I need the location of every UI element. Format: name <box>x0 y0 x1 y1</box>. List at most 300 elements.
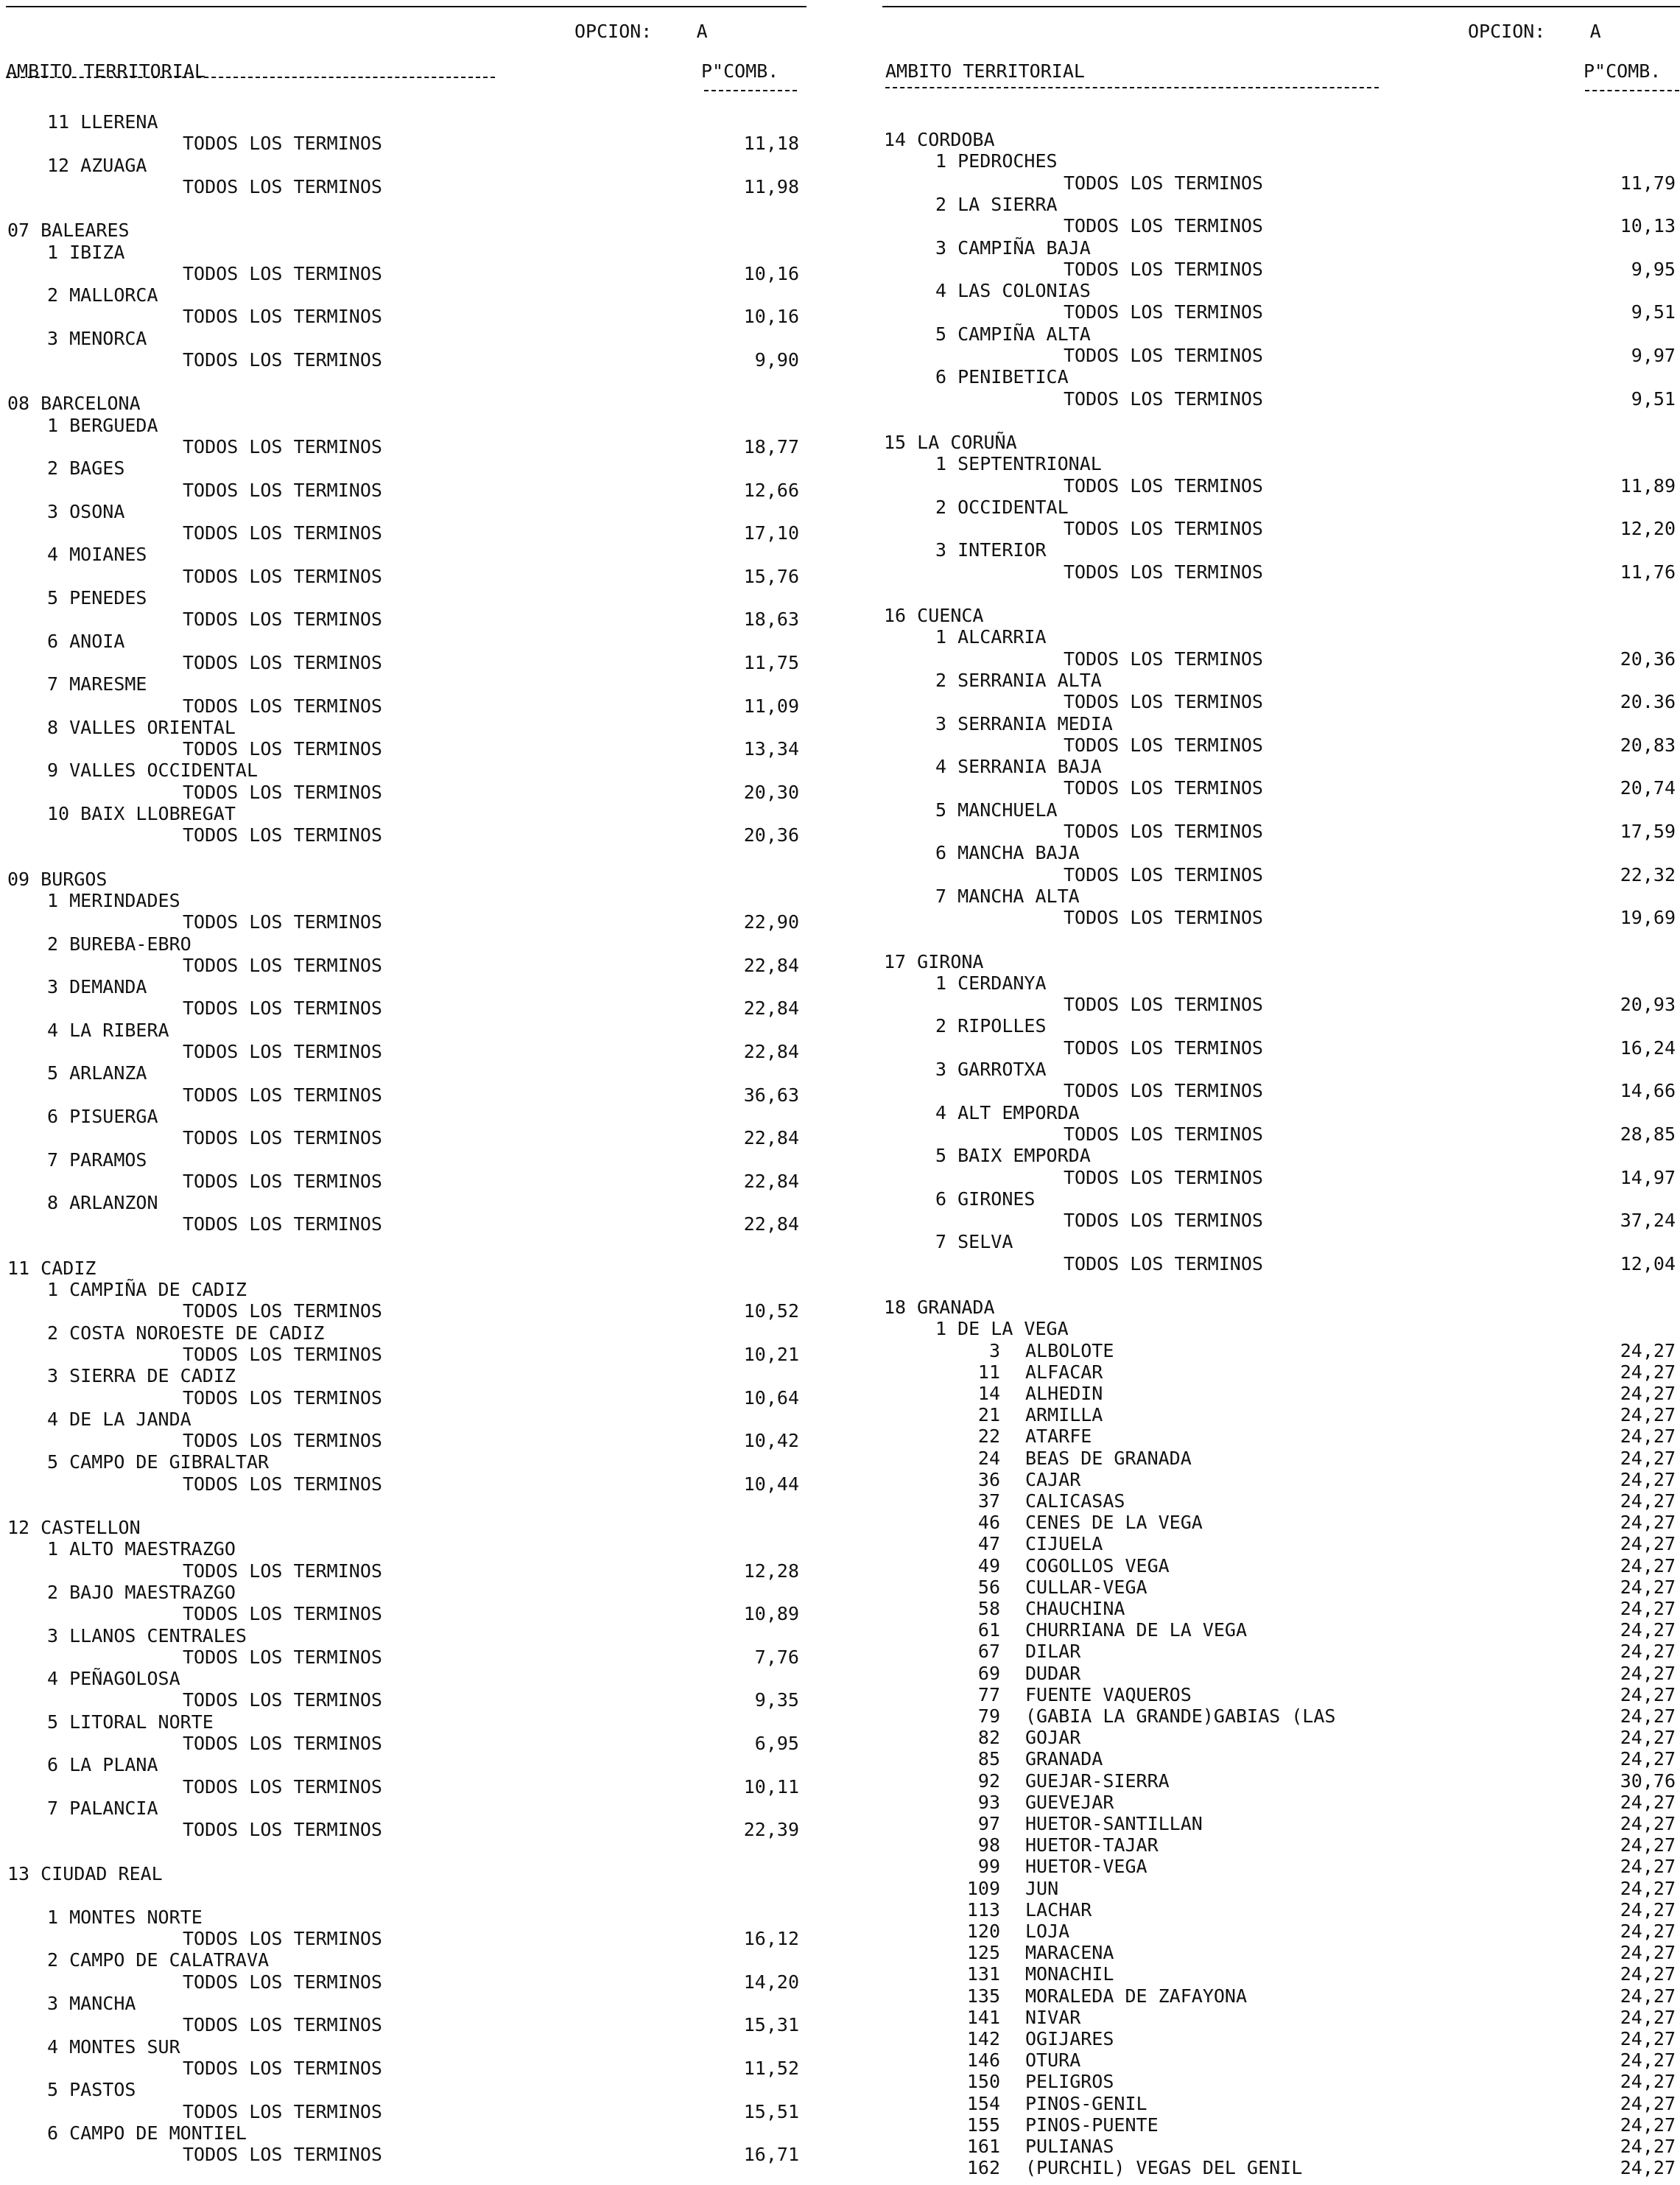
termino-row: TODOS LOS TERMINOS <box>183 1733 382 1754</box>
municipio-code: 161 <box>966 2136 1000 2157</box>
pcomb-value: 15,51 <box>743 2100 799 2122</box>
comarca-code: 7 <box>47 673 59 695</box>
pcomb-value: 24,27 <box>1620 1662 1676 1684</box>
termino-row: TODOS LOS TERMINOS <box>183 738 382 760</box>
municipio-row <box>927 2007 1080 2028</box>
municipio-name: LOJA <box>1025 1921 1070 1942</box>
termino-row: TODOS LOS TERMINOS <box>1064 518 1263 540</box>
province-name: CIUDAD REAL <box>41 1862 163 1884</box>
municipio-code: 61 <box>977 1619 1000 1641</box>
comarca-code: 4 <box>47 544 59 566</box>
pcomb-value: 24,27 <box>1620 1834 1676 1856</box>
termino-row: TODOS LOS TERMINOS <box>183 997 382 1020</box>
termino-row: TODOS LOS TERMINOS <box>1064 691 1263 713</box>
province-code: 11 <box>7 1257 30 1279</box>
municipio-name: CHAUCHINA <box>1025 1598 1125 1619</box>
comarca-name: SIERRA DE CADIZ <box>69 1365 236 1387</box>
municipio-row <box>927 1856 1147 1877</box>
comarca-heading <box>935 1146 1091 1166</box>
municipio-name: MARACENA <box>1025 1942 1114 1964</box>
pcomb-value: 14,66 <box>1620 1080 1676 1102</box>
comarca-name: SELVA <box>957 1231 1013 1253</box>
comarca-heading <box>47 1366 236 1386</box>
pcomb-value: 10,13 <box>1620 215 1676 237</box>
municipio-name: CAJAR <box>1025 1468 1081 1490</box>
province-heading <box>884 1297 995 1318</box>
comarca-code: 2 <box>47 457 59 480</box>
municipio-row <box>927 2158 1302 2178</box>
municipio-code: 155 <box>966 2114 1000 2136</box>
comarca-name: BUREBA-EBRO <box>69 933 191 955</box>
comarca-code: 1 <box>935 150 947 172</box>
municipio-name: DILAR <box>1025 1641 1081 1663</box>
municipio-row <box>927 2072 1114 2092</box>
comarca-heading <box>935 800 1058 821</box>
comarca-code: 10 <box>47 803 70 824</box>
municipio-name: JUN <box>1025 1877 1059 1899</box>
municipio-code: 47 <box>977 1533 1000 1555</box>
municipio-code: 93 <box>977 1791 1000 1813</box>
municipio-row <box>927 1534 1103 1554</box>
municipio-row <box>927 1341 1114 1361</box>
municipio-row <box>927 1491 1125 1512</box>
pcomb-value: 24,27 <box>1620 2071 1676 2093</box>
municipio-row <box>927 1814 1203 1834</box>
pcomb-value: 18,63 <box>743 608 799 631</box>
comarca-heading <box>47 1993 136 2014</box>
pcomb-value: 22,84 <box>743 997 799 1020</box>
pcomb-value: 15,76 <box>743 565 799 587</box>
municipio-name: BEAS DE GRANADA <box>1025 1447 1192 1469</box>
province-code: 09 <box>7 868 30 890</box>
pcomb-value: 10,64 <box>743 1386 799 1409</box>
opcion-value: A <box>696 21 708 42</box>
comarca-heading <box>47 674 147 695</box>
province-name: GIRONA <box>917 950 984 972</box>
comarca-heading <box>935 843 1080 863</box>
termino-row: TODOS LOS TERMINOS <box>1064 648 1263 670</box>
ambito-underline <box>885 87 1379 88</box>
termino-row: TODOS LOS TERMINOS <box>183 1084 382 1106</box>
municipio-row <box>927 1641 1080 1662</box>
comarca-heading <box>47 544 147 565</box>
municipio-code: 125 <box>966 1942 1000 1964</box>
comarca-code: 2 <box>47 933 59 955</box>
municipio-row <box>927 1792 1114 1813</box>
province-heading <box>884 432 1017 453</box>
pcomb-value: 28,85 <box>1620 1123 1676 1145</box>
comarca-code: 1 <box>47 414 59 436</box>
comarca-heading <box>47 329 147 349</box>
comarca-heading <box>47 1020 169 1041</box>
municipio-name: GUEVEJAR <box>1025 1791 1114 1813</box>
province-heading <box>7 1518 141 1538</box>
pcomb-value: 9,97 <box>1631 345 1676 366</box>
municipio-row <box>927 1556 1170 1577</box>
termino-row: TODOS LOS TERMINOS <box>1064 1123 1263 1145</box>
pcomb-value: 11,75 <box>743 651 799 673</box>
municipio-code: 37 <box>977 1490 1000 1512</box>
municipio-code: 36 <box>977 1468 1000 1490</box>
pcomb-value: 24,27 <box>1620 1490 1676 1512</box>
comarca-name: PENEDES <box>69 587 147 608</box>
comarca-heading <box>47 242 124 263</box>
comarca-name: MARESME <box>69 673 147 695</box>
comarca-heading <box>47 1712 214 1733</box>
comarca-heading <box>47 1106 158 1127</box>
comarca-name: ALCARRIA <box>957 626 1047 648</box>
pcomb-value: 13,34 <box>743 738 799 760</box>
pcomb-value: 12,04 <box>1620 1252 1676 1274</box>
termino-row: TODOS LOS TERMINOS <box>183 1127 382 1149</box>
municipio-code: 113 <box>966 1898 1000 1921</box>
pcomb-value: 24,27 <box>1620 2049 1676 2072</box>
municipio-code: 92 <box>977 1770 1000 1792</box>
comarca-name: MANCHA BAJA <box>957 842 1080 864</box>
pcomb-value: 36,63 <box>743 1084 799 1106</box>
comarca-name: GARROTXA <box>957 1059 1047 1080</box>
pcomb-value: 11,09 <box>743 695 799 717</box>
municipio-name: PULIANAS <box>1025 2136 1114 2157</box>
comarca-code: 7 <box>935 1231 947 1253</box>
comarca-name: LA PLANA <box>69 1754 158 1776</box>
comarca-code: 6 <box>935 842 947 864</box>
comarca-code: 2 <box>47 284 59 306</box>
termino-row: TODOS LOS TERMINOS <box>1064 474 1263 497</box>
province-name: CADIZ <box>41 1257 96 1279</box>
comarca-code: 5 <box>47 1451 59 1473</box>
comarca-heading <box>47 1669 180 1689</box>
comarca-heading <box>47 155 147 176</box>
top-rule <box>6 6 806 7</box>
pcomb-value: 24,27 <box>1620 1813 1676 1834</box>
municipio-row <box>927 1728 1080 1748</box>
comarca-name: CAMPO DE MONTIEL <box>69 2122 247 2144</box>
termino-row: TODOS LOS TERMINOS <box>183 565 382 587</box>
termino-row: TODOS LOS TERMINOS <box>183 1819 382 1841</box>
municipio-code: 67 <box>977 1641 1000 1663</box>
municipio-name: HUETOR-VEGA <box>1025 1856 1147 1878</box>
province-code: 15 <box>884 431 907 453</box>
pcomb-value: 10,52 <box>743 1300 799 1322</box>
comarca-name: CAMPO DE GIBRALTAR <box>69 1451 270 1473</box>
comarca-heading <box>47 1755 158 1775</box>
pcomb-value: 20,36 <box>1620 648 1676 670</box>
comarca-name: DE LA VEGA <box>957 1318 1069 1340</box>
pcomb-value: 24,27 <box>1620 1705 1676 1727</box>
comarca-heading <box>47 1063 147 1084</box>
pcomb-header: P"COMB. <box>701 60 779 82</box>
comarca-code: 3 <box>47 1624 59 1646</box>
province-code: 18 <box>884 1297 907 1318</box>
comarca-code: 1 <box>47 1906 59 1928</box>
municipio-code: 3 <box>988 1339 1000 1361</box>
termino-row: TODOS LOS TERMINOS <box>183 2100 382 2122</box>
province-code: 08 <box>7 393 30 415</box>
termino-row: TODOS LOS TERMINOS <box>1064 907 1263 929</box>
pcomb-value: 6,95 <box>754 1733 799 1754</box>
comarca-heading <box>935 367 1069 387</box>
comarca-name: PISUERGA <box>69 1105 158 1127</box>
comarca-code: 5 <box>935 799 947 821</box>
municipio-code: 109 <box>966 1877 1000 1899</box>
comarca-code: 3 <box>935 1059 947 1080</box>
pcomb-value: 10,42 <box>743 1430 799 1452</box>
municipio-code: 56 <box>977 1576 1000 1598</box>
pcomb-value: 22,84 <box>743 1041 799 1062</box>
municipio-name: GRANADA <box>1025 1748 1103 1770</box>
pcomb-value: 9,95 <box>1631 258 1676 280</box>
opcion-value: A <box>1589 21 1601 42</box>
pcomb-value: 17,10 <box>743 522 799 544</box>
pcomb-value: 24,27 <box>1620 1361 1676 1383</box>
comarca-code: 2 <box>47 1581 59 1603</box>
comarca-name: BAIX EMPORDA <box>957 1145 1091 1167</box>
comarca-heading <box>935 454 1102 474</box>
comarca-heading <box>935 714 1113 734</box>
comarca-name: PEÑAGOLOSA <box>69 1668 180 1690</box>
municipio-name: HUETOR-SANTILLAN <box>1025 1813 1203 1834</box>
municipio-row <box>927 1470 1080 1490</box>
comarca-name: ANOIA <box>69 630 125 652</box>
termino-row: TODOS LOS TERMINOS <box>183 1560 382 1582</box>
right-column <box>882 0 1680 2185</box>
municipio-name: (PURCHIL) VEGAS DEL GENIL <box>1025 2157 1303 2179</box>
termino-row: TODOS LOS TERMINOS <box>183 2014 382 2036</box>
municipio-name: CIJUELA <box>1025 1533 1103 1555</box>
comarca-name: MONTES SUR <box>69 2035 180 2058</box>
comarca-name: BAGES <box>69 457 125 480</box>
municipio-code: 141 <box>966 2006 1000 2028</box>
comarca-heading <box>935 540 1047 561</box>
termino-row: TODOS LOS TERMINOS <box>183 306 382 328</box>
comarca-name: PEDROCHES <box>957 150 1058 172</box>
pcomb-value: 7,76 <box>754 1646 799 1668</box>
pcomb-value: 24,27 <box>1620 1898 1676 1921</box>
municipio-code: 146 <box>966 2049 1000 2072</box>
municipio-code: 21 <box>977 1404 1000 1426</box>
comarca-heading <box>47 1950 269 1971</box>
comarca-name: MOIANES <box>69 544 147 566</box>
municipio-row <box>927 1921 1069 1942</box>
comarca-name: ALTO MAESTRAZGO <box>69 1538 236 1560</box>
comarca-code: 3 <box>935 712 947 734</box>
comarca-name: ARLANZA <box>69 1062 147 1084</box>
comarca-code: 2 <box>935 669 947 691</box>
pcomb-value: 24,27 <box>1620 2157 1676 2179</box>
pcomb-value: 22,32 <box>1620 863 1676 885</box>
termino-row: TODOS LOS TERMINOS <box>183 651 382 673</box>
province-heading <box>7 393 141 414</box>
municipio-row <box>927 1706 1335 1727</box>
comarca-code: 4 <box>935 756 947 778</box>
termino-row: TODOS LOS TERMINOS <box>183 781 382 803</box>
comarca-code: 3 <box>47 1365 59 1387</box>
comarca-name: MERINDADES <box>69 889 180 911</box>
pcomb-value: 10,11 <box>743 1775 799 1798</box>
termino-row: TODOS LOS TERMINOS <box>1064 561 1263 583</box>
comarca-heading <box>935 1016 1047 1037</box>
municipio-row <box>927 1749 1103 1770</box>
termino-row: TODOS LOS TERMINOS <box>183 1343 382 1365</box>
comarca-name: SERRANIA BAJA <box>957 756 1102 778</box>
comarca-code: 2 <box>935 496 947 518</box>
pcomb-value: 16,24 <box>1620 1037 1676 1059</box>
opcion-header <box>574 21 708 42</box>
municipio-row <box>927 1663 1080 1684</box>
comarca-code: 6 <box>47 2122 59 2144</box>
comarca-name: MANCHA <box>69 1993 136 2014</box>
comarca-name: SERRANIA ALTA <box>957 669 1102 691</box>
opcion-label: OPCION: <box>574 21 653 42</box>
pcomb-value: 11,76 <box>1620 561 1676 583</box>
comarca-code: 3 <box>47 327 59 349</box>
comarca-code: 5 <box>47 587 59 608</box>
comarca-heading <box>47 631 124 652</box>
municipio-code: 82 <box>977 1727 1000 1749</box>
province-code: 13 <box>7 1862 30 1884</box>
municipio-name: CULLAR-VEGA <box>1025 1576 1147 1598</box>
province-name: BARCELONA <box>41 393 141 415</box>
pcomb-value: 24,27 <box>1620 1942 1676 1964</box>
comarca-heading <box>47 502 124 522</box>
comarca-name: PARAMOS <box>69 1148 147 1171</box>
comarca-name: DE LA JANDA <box>69 1408 191 1430</box>
comarca-heading <box>935 324 1091 345</box>
comarca-code: 1 <box>47 241 59 263</box>
comarca-heading <box>47 934 191 955</box>
termino-row: TODOS LOS TERMINOS <box>183 695 382 717</box>
comarca-name: AZUAGA <box>80 154 147 176</box>
municipio-name: DUDAR <box>1025 1662 1081 1684</box>
pcomb-value: 24,27 <box>1620 1963 1676 1985</box>
termino-row: TODOS LOS TERMINOS <box>1064 821 1263 842</box>
pcomb-value: 24,27 <box>1620 1985 1676 2007</box>
comarca-code: 6 <box>935 1188 947 1210</box>
municipio-name: MORALEDA DE ZAFAYONA <box>1025 1985 1248 2007</box>
comarca-name: INTERIOR <box>957 539 1047 561</box>
municipio-row <box>927 1426 1092 1447</box>
comarca-heading <box>935 627 1047 648</box>
comarca-heading <box>47 1323 324 1344</box>
pcomb-value: 24,27 <box>1620 1468 1676 1490</box>
pcomb-value: 11,52 <box>743 2057 799 2079</box>
pcomb-value: 12,20 <box>1620 518 1676 540</box>
pcomb-value: 15,31 <box>743 2014 799 2036</box>
comarca-heading <box>935 194 1058 215</box>
comarca-code: 6 <box>47 630 59 652</box>
comarca-name: LA RIBERA <box>69 1019 169 1041</box>
comarca-heading <box>47 760 258 781</box>
pcomb-value: 20,93 <box>1620 994 1676 1016</box>
pcomb-value: 16,71 <box>743 2144 799 2166</box>
comarca-heading <box>935 973 1047 994</box>
province-code: 12 <box>7 1517 30 1538</box>
pcomb-value: 24,27 <box>1620 2092 1676 2114</box>
pcomb-value: 37,24 <box>1620 1210 1676 1232</box>
municipio-row <box>927 1599 1125 1619</box>
comarca-name: LLERENA <box>80 111 158 133</box>
comarca-heading <box>935 151 1058 172</box>
comarca-code: 1 <box>47 1538 59 1560</box>
ambito-header: AMBITO TERRITORIAL <box>6 60 205 82</box>
comarca-name: BERGUEDA <box>69 414 158 436</box>
termino-row: TODOS LOS TERMINOS <box>183 1213 382 1235</box>
pcomb-value: 20,36 <box>743 824 799 846</box>
comarca-name: CERDANYA <box>957 972 1047 994</box>
municipio-name: GUEJAR-SIERRA <box>1025 1770 1170 1792</box>
pcomb-value: 24,27 <box>1620 1856 1676 1878</box>
municipio-code: 24 <box>977 1447 1000 1469</box>
termino-row: TODOS LOS TERMINOS <box>183 1603 382 1625</box>
comarca-heading <box>47 1193 158 1213</box>
comarca-heading <box>47 977 147 997</box>
comarca-name: CAMPIÑA DE CADIZ <box>69 1279 247 1300</box>
comarca-code: 3 <box>47 500 59 522</box>
termino-row: TODOS LOS TERMINOS <box>183 175 382 197</box>
termino-row: TODOS LOS TERMINOS <box>1064 258 1263 280</box>
comarca-heading <box>47 1626 247 1646</box>
termino-row: TODOS LOS TERMINOS <box>183 2057 382 2079</box>
comarca-code: 1 <box>935 626 947 648</box>
province-heading <box>7 1864 163 1884</box>
comarca-name: MANCHA ALTA <box>957 885 1080 907</box>
comarca-code: 4 <box>47 1668 59 1690</box>
comarca-code: 3 <box>47 976 59 998</box>
pcomb-value: 24,27 <box>1620 1554 1676 1577</box>
municipio-code: 11 <box>977 1361 1000 1383</box>
termino-row: TODOS LOS TERMINOS <box>183 435 382 457</box>
municipio-row <box>927 2136 1114 2157</box>
pcomb-value: 9,51 <box>1631 301 1676 323</box>
municipio-row <box>927 1512 1203 1533</box>
comarca-heading <box>47 415 158 436</box>
comarca-heading <box>47 1280 247 1300</box>
comarca-code: 1 <box>47 1279 59 1300</box>
municipio-name: GOJAR <box>1025 1727 1081 1749</box>
termino-row: TODOS LOS TERMINOS <box>183 2144 382 2166</box>
comarca-heading <box>47 1907 203 1928</box>
termino-row: TODOS LOS TERMINOS <box>183 608 382 631</box>
termino-row: TODOS LOS TERMINOS <box>1064 734 1263 756</box>
municipio-name: CHURRIANA DE LA VEGA <box>1025 1619 1248 1641</box>
municipio-row <box>927 1362 1103 1383</box>
province-heading <box>884 952 983 972</box>
termino-row: TODOS LOS TERMINOS <box>183 1971 382 1993</box>
municipio-row <box>927 2094 1147 2114</box>
opcion-header <box>1468 21 1601 42</box>
top-rule <box>882 6 1680 7</box>
pcomb-value: 22,84 <box>743 1170 799 1192</box>
termino-row: TODOS LOS TERMINOS <box>1064 345 1263 366</box>
pcomb-value: 19,69 <box>1620 907 1676 929</box>
termino-row: TODOS LOS TERMINOS <box>183 954 382 976</box>
pcomb-value: 24,27 <box>1620 1598 1676 1619</box>
termino-row: TODOS LOS TERMINOS <box>1064 301 1263 323</box>
municipio-code: 150 <box>966 2071 1000 2093</box>
province-code: 07 <box>7 220 30 242</box>
comarca-code: 4 <box>47 2035 59 2058</box>
municipio-row <box>927 1405 1103 1425</box>
termino-row: TODOS LOS TERMINOS <box>1064 777 1263 799</box>
comarca-heading <box>47 2037 180 2058</box>
pcomb-value: 24,27 <box>1620 2114 1676 2136</box>
comarca-code: 7 <box>47 1148 59 1171</box>
termino-row: TODOS LOS TERMINOS <box>183 1473 382 1495</box>
municipio-code: 162 <box>966 2157 1000 2179</box>
termino-row: TODOS LOS TERMINOS <box>183 349 382 371</box>
municipio-row <box>927 1383 1103 1404</box>
